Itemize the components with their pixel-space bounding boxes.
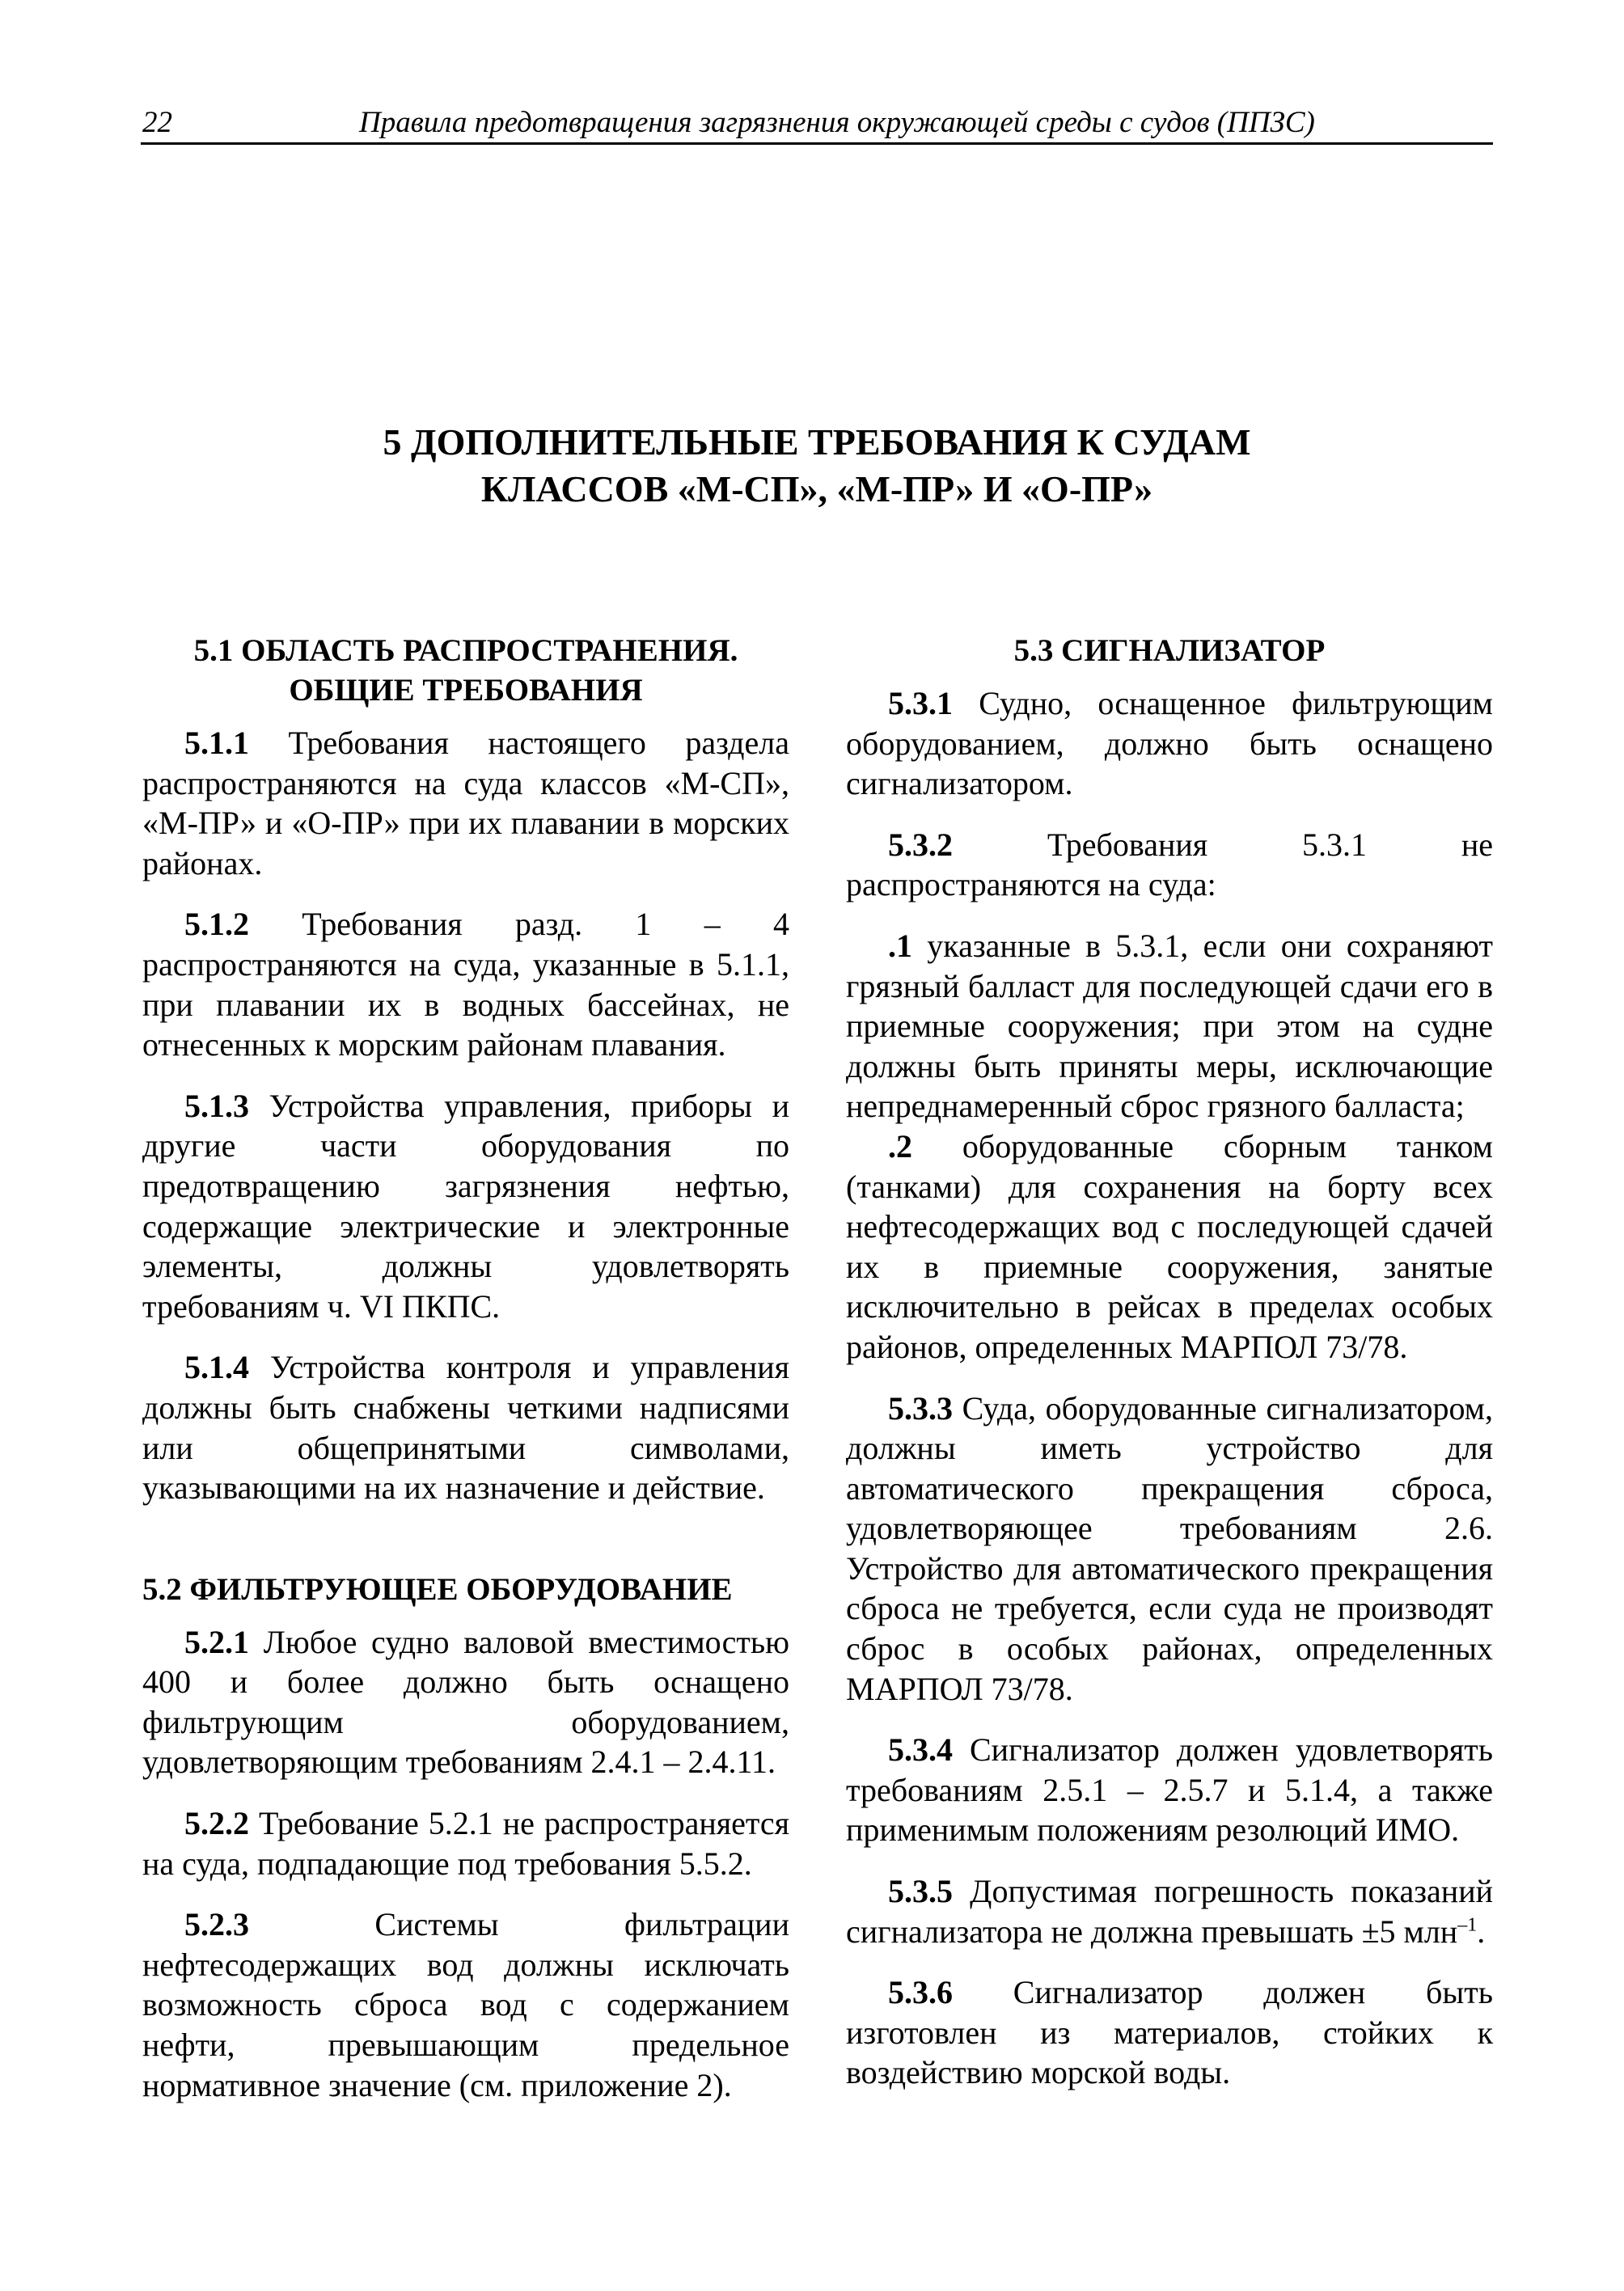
section-heading-5-2: 5.2 ФИЛЬТРУЮЩЕЕ ОБОРУДОВАНИЕ	[142, 1571, 733, 1607]
clause-text: Требования настоящего раздела распространяются на суда классов «М-СП», «М-ПР» и «О-ПР» при их плавании в морских районах.	[142, 725, 789, 881]
paragraph-5-1-4	[142, 1347, 789, 1507]
section-heading-line: 5.1 ОБЛАСТЬ РАСПРОСТРАНЕНИЯ.	[193, 633, 738, 668]
paragraph-5-2-3	[142, 1904, 789, 2105]
clause-number: 5.3.2	[888, 826, 953, 863]
chapter-title-line1: 5 ДОПОЛНИТЕЛЬНЫЕ ТРЕБОВАНИЯ К СУДАМ	[383, 421, 1251, 463]
superscript-exponent: –1	[1457, 1914, 1478, 1936]
list-item-2	[846, 1126, 1493, 1367]
chapter-title	[141, 419, 1493, 513]
paragraph-5-3-1	[846, 683, 1493, 804]
clause-number: 5.2.1	[184, 1623, 249, 1660]
clause-text: Сигнализатор должен удовлетворять требованиям 2.5.1 – 2.5.7 и 5.1.4, а также применимым положениям резолюций ИМО.	[846, 1731, 1493, 1849]
clause-end: .	[1477, 1913, 1486, 1950]
clause-text: Системы фильтрации нефтесодержащих вод должны исключать возможность сброса вод с содержанием нефти, превышающим предельное нормативное значение (см. приложение 2).	[142, 1906, 789, 2103]
clause-number: 5.1.3	[184, 1087, 249, 1124]
clause-number: 5.3.4	[888, 1731, 953, 1769]
item-number: .2	[888, 1127, 912, 1165]
clause-text: Суда, оборудованные сигнализатором, должны иметь устройство для автоматического прекращения сброса, удовлетворяющее требованиям 2.6. Устройство для автоматического прекращения сброса не требуется, если суда не производят сброс в особых районах, определенных МАРПОЛ 73/78.	[846, 1389, 1493, 1707]
clause-text: Требования разд. 1 – 4 распространяются на суда, указанные в 5.1.1, при плавании их в водных бассейнах, не отнесенных к морским районам плавания.	[142, 906, 789, 1063]
page-number: 22	[142, 106, 172, 139]
paragraph-5-3-6	[846, 1972, 1493, 2093]
paragraph-5-3-4	[846, 1730, 1493, 1850]
left-column	[142, 631, 789, 2126]
paragraph-5-3-5	[846, 1871, 1493, 1951]
clause-text: Сигнализатор должен быть изготовлен из материалов, стойких к воздействию морской воды.	[846, 1974, 1493, 2091]
chapter-title-line2: КЛАССОВ «М-СП», «М-ПР» И «О-ПР»	[480, 468, 1153, 509]
clause-text: Устройства контроля и управления должны быть снабжены четкими надписями или общепринятыми символами, указывающими на их назначение и действие.	[142, 1349, 789, 1507]
list-item-1	[846, 926, 1493, 1126]
clause-text: Требование 5.2.1 не распространяется на суда, подпадающие под требования 5.5.2.	[142, 1805, 789, 1882]
item-number: .1	[888, 927, 912, 964]
clause-number: 5.3.1	[888, 685, 953, 721]
clause-number: 5.1.2	[184, 906, 249, 943]
paragraph-5-3-2	[846, 825, 1493, 905]
clause-number: 5.3.5	[888, 1873, 953, 1910]
clause-number: 5.2.3	[184, 1906, 249, 1943]
item-text: оборудованные сборным танком (танками) для сохранения на борту всех нефтесодержащих вод с последующей сдачей их в приемные сооружения, занятые исключительно в рейсах в пределах особых районов, определенных МАРПОЛ 73/78.	[846, 1127, 1493, 1365]
running-title: Правила предотвращения загрязнения окружающей среды с судов (ППЗС)	[359, 106, 1315, 139]
clause-text: Судно, оснащенное фильтрующим оборудованием, должно быть оснащено сигнализатором.	[846, 685, 1493, 802]
clause-text: Допустимая погрешность показаний сигнализатора не должна превышать ±5 млн	[846, 1873, 1493, 1950]
clause-number: 5.1.4	[184, 1349, 249, 1386]
paragraph-5-1-1	[142, 723, 789, 883]
clause-number: 5.2.2	[184, 1805, 249, 1842]
clause-text: Любое судно валовой вместимостью 400 и более должно быть оснащено фильтрующим оборудованием, удовлетворяющим требованиям 2.4.1 – 2.4.11.	[142, 1623, 789, 1781]
clause-number: 5.1.1	[184, 725, 249, 761]
section-heading-5-1	[142, 631, 789, 710]
paragraph-5-2-2	[142, 1803, 789, 1883]
clause-number: 5.3.3	[888, 1389, 953, 1427]
right-column	[846, 631, 1493, 2114]
item-text: указанные в 5.3.1, если они сохраняют грязный балласт для последующей сдачи его в приемные сооружения; при этом на судне должны быть приняты меры, исключающие непреднамеренный сброс грязного балласта;	[846, 927, 1493, 1125]
section-spacer	[142, 1529, 789, 1570]
running-header	[141, 104, 1493, 145]
paragraph-5-1-2	[142, 904, 789, 1064]
clause-text: Требования 5.3.1 не распространяются на суда:	[846, 826, 1493, 903]
paragraph-5-3-3	[846, 1389, 1493, 1710]
section-heading-5-3: 5.3 СИГНАЛИЗАТОР	[1013, 633, 1326, 668]
section-heading-line: ОБЩИЕ ТРЕБОВАНИЯ	[289, 673, 643, 708]
paragraph-5-2-1	[142, 1622, 789, 1782]
clause-number: 5.3.6	[888, 1974, 953, 2011]
clause-text: Устройства управления, приборы и другие части оборудования по предотвращению загрязнения нефтью, содержащие электрические и электронные элементы, должны удовлетворять требованиям ч. VI ПКПС.	[142, 1087, 789, 1325]
paragraph-5-1-3	[142, 1086, 789, 1327]
